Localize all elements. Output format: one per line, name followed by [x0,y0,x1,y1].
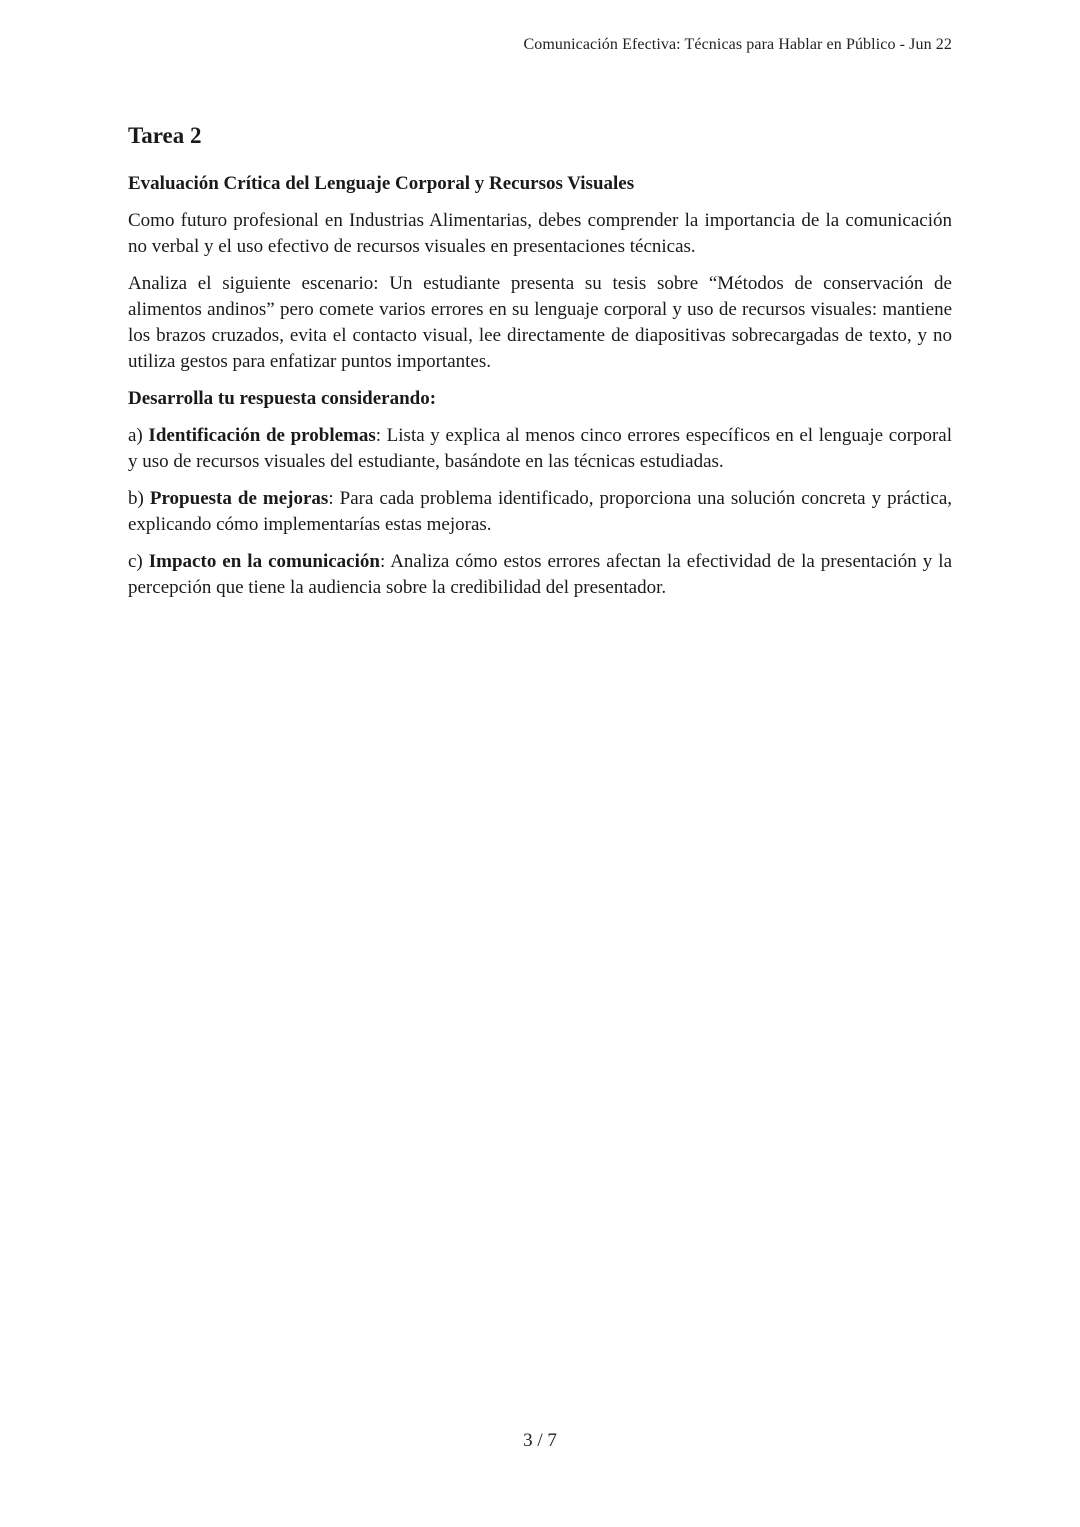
item-text: : Para cada problema identificado, proporciona una solución concreta y práctica, explicando cómo implementarías estas mejoras. [128,488,953,535]
list-item [128,423,952,475]
list-item [128,486,952,538]
scenario-paragraph: Analiza el siguiente escenario: Un estudiante presenta su tesis sobre “Métodos de conservación de alimentos andinos” pero comete varios errores en su lenguaje corporal y uso de recursos visuales: mantiene los brazos cruzados, evita el contacto visual, lee directamente de diapositivas sobrecargadas de texto, y no utiliza gestos para enfatizar puntos importantes. [128,273,952,372]
list-item [128,549,952,601]
item-label: c) [128,551,143,572]
item-term: Identificación de problemas [148,425,376,446]
item-label: b) [128,488,144,509]
task-title: Tarea 2 [128,123,202,148]
item-text: : Lista y explica al menos cinco errores específicos en el lenguaje corporal y uso de recursos visuales del estudiante, basándote en las técnicas estudiadas. [128,425,953,472]
page-number: 3 / 7 [523,1430,557,1451]
instructions-heading: Desarrolla tu respuesta considerando: [128,388,437,409]
item-text: : Analiza cómo estos errores afectan la efectividad de la presentación y la percepción que tiene la audiencia sobre la credibilidad del presentador. [128,551,952,598]
running-header: Comunicación Efectiva: Técnicas para Hablar en Público - Jun 22 [523,36,952,53]
item-term: Propuesta de mejoras [149,488,329,509]
section-title: Evaluación Crítica del Lenguaje Corporal y Recursos Visuales [128,173,635,194]
document-body [128,122,952,612]
intro-paragraph: Como futuro profesional en Industrias Alimentarias, debes comprender la importancia de la comunicación no verbal y el uso efectivo de recursos visuales en presentaciones técnicas. [128,210,952,257]
item-label: a) [128,425,143,446]
item-term: Impacto en la comunicación [148,551,380,572]
